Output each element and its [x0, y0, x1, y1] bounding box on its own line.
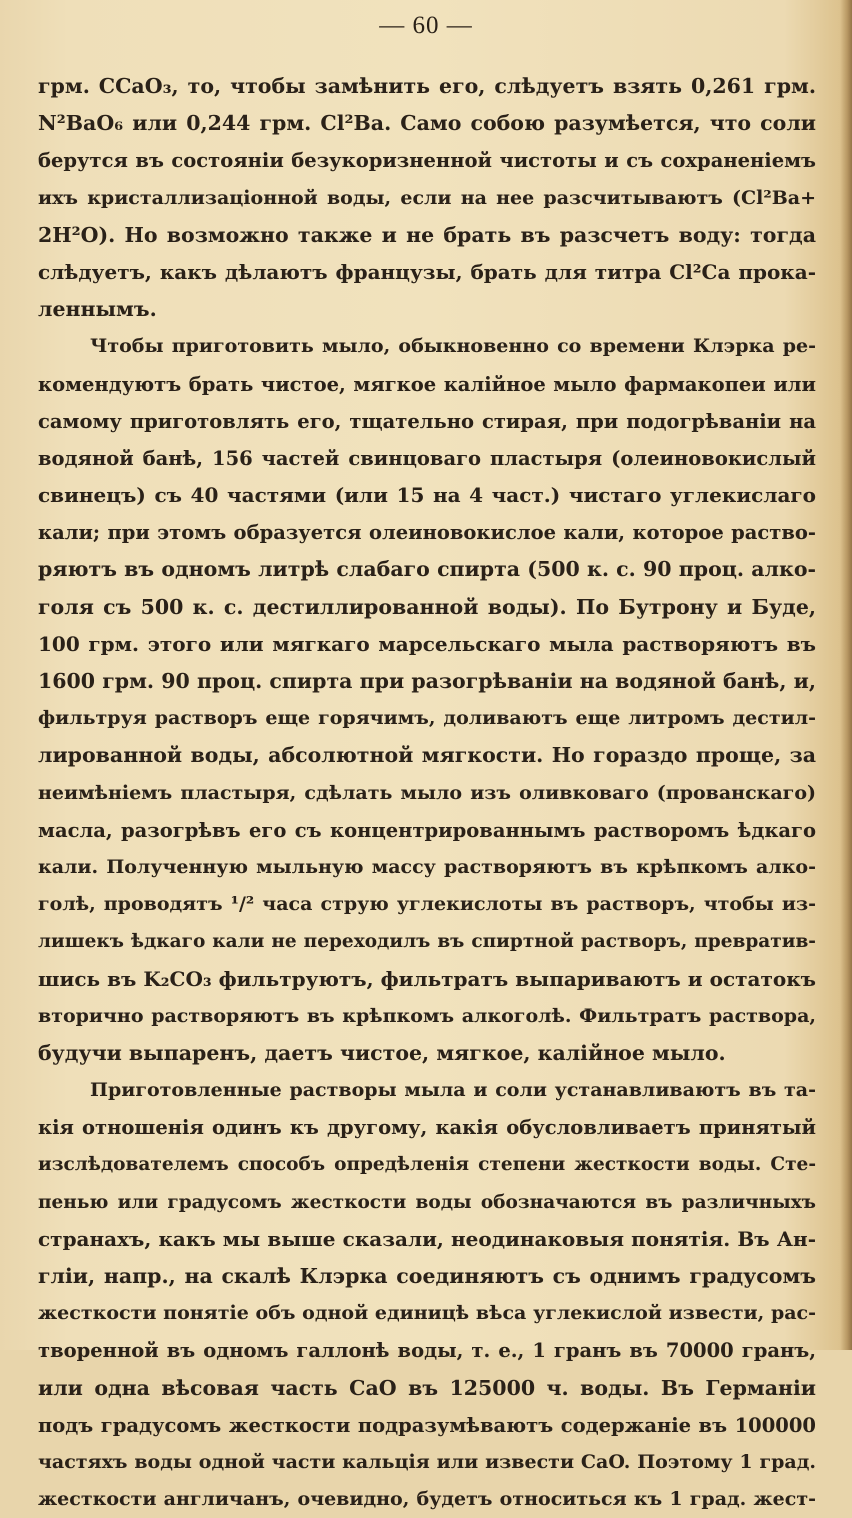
- text-line: жесткости понятіе объ одной единицѣ вѣса углекислой извести, рас-: [38, 1302, 816, 1325]
- text-line: творенной въ одномъ галлонѣ воды, т. е., 1 гранъ въ 70000 гранъ,: [38, 1339, 816, 1363]
- text-line: кія отношенія одинъ къ другому, какія обусловливаетъ принятый: [38, 1116, 816, 1140]
- text-line: Чтобы приготовить мыло, обыкновенно со времени Клэрка ре-: [90, 335, 816, 358]
- text-line: лишекъ ѣдкаго кали не переходилъ въ спиртной растворъ, превратив-: [38, 931, 816, 953]
- text-line: берутся въ состояніи безукоризненной чистоты и съ сохраненіемъ: [38, 149, 816, 173]
- text-line: 2H²O). Но возможно также и не брать въ разсчетъ воду: тогда: [38, 222, 816, 247]
- text-line: подъ градусомъ жесткости подразумѣваютъ содержаніе въ 100000: [38, 1413, 816, 1437]
- text-line: пенью или градусомъ жесткости воды обозначаются въ различныхъ: [38, 1191, 816, 1213]
- text-line: свинецъ) съ 40 частями (или 15 на 4 част.) чистаго углекислаго: [38, 483, 816, 508]
- text-line: голѣ, проводятъ ¹/² часа струю углекислоты въ растворъ, чтобы из-: [38, 893, 816, 916]
- text-line: неимѣніемъ пластыря, сдѣлать мыло изъ оливковаго (прованскаго): [38, 781, 816, 804]
- text-line: ряютъ въ одномъ литрѣ слабаго спирта (500 к. с. 90 проц. алко-: [38, 557, 816, 582]
- text-line: голя съ 500 к. с. дестиллированной воды). По Бутрону и Буде,: [38, 594, 816, 619]
- page-text: [38, 68, 816, 1518]
- text-line: фильтруя растворъ еще горячимъ, доливаютъ еще литромъ дестил-: [38, 707, 816, 730]
- text-line: комендуютъ брать чистое, мягкое калійное мыло фармакопеи или: [38, 372, 816, 396]
- text-line: жесткости англичанъ, очевидно, будетъ относиться къ 1 град. жест-: [38, 1488, 816, 1511]
- text-line: изслѣдователемъ способъ опредѣленія степени жесткости воды. Сте-: [38, 1154, 816, 1176]
- text-line: масла, разогрѣвъ его съ концентрированнымъ растворомъ ѣдкаго: [38, 818, 816, 842]
- text-line: или одна вѣсовая часть CaO въ 125000 ч. воды. Въ Германіи: [38, 1375, 816, 1400]
- text-line: шись въ K₂CO₃ фильтруютъ, фильтратъ выпариваютъ и остатокъ: [38, 966, 816, 991]
- text-line: гліи, напр., на скалѣ Клэрка соединяютъ съ однимъ градусомъ: [38, 1264, 816, 1288]
- text-line: кали. Полученную мыльную массу растворяютъ въ крѣпкомъ алко-: [38, 855, 816, 878]
- page-edge-shadow: [840, 0, 852, 1350]
- text-line: странахъ, какъ мы выше сказали, неодинаковыя понятія. Въ Ан-: [38, 1226, 816, 1251]
- text-line: кали; при этомъ образуется олеиновокислое кали, которое раство-: [38, 521, 816, 545]
- text-line: водяной банѣ, 156 частей свинцоваго пластыря (олеиновокислый: [38, 446, 816, 470]
- text-line: 100 грм. этого или мягкаго марсельскаго мыла растворяютъ въ: [38, 631, 816, 656]
- text-line: Приготовленные растворы мыла и соли устанавливаютъ въ та-: [90, 1079, 816, 1102]
- page-number: — 60 —: [379, 12, 473, 39]
- text-line: лированной воды, абсолютной мягкости. Но гораздо проще, за: [38, 743, 816, 768]
- text-line: 1600 грм. 90 проц. спирта при разогрѣваніи на водяной банѣ, и,: [38, 669, 816, 693]
- text-line: слѣдуетъ, какъ дѣлаютъ французы, брать для титра Cl²Ca прока-: [38, 259, 816, 284]
- text-line: вторично растворяютъ въ крѣпкомъ алкоголѣ. Фильтратъ раствора,: [38, 1004, 816, 1027]
- text-line: N²BaO₆ или 0,244 грм. Cl²Ba. Само собою разумѣется, что соли: [38, 111, 816, 136]
- text-line: грм. CCaO₃, то, чтобы замѣнить его, слѣдуетъ взять 0,261 грм.: [38, 74, 816, 98]
- text-line: леннымъ.: [38, 297, 157, 322]
- text-line: самому приготовлять его, тщательно стирая, при подогрѣваніи на: [38, 409, 816, 433]
- text-line: будучи выпаренъ, даетъ чистое, мягкое, калійное мыло.: [38, 1040, 726, 1065]
- text-line: ихъ кристаллизаціонной воды, если на нее разсчитываютъ (Cl²Ba+: [38, 186, 816, 209]
- text-line: частяхъ воды одной части кальція или извести CaO. Поэтому 1 град.: [38, 1450, 816, 1473]
